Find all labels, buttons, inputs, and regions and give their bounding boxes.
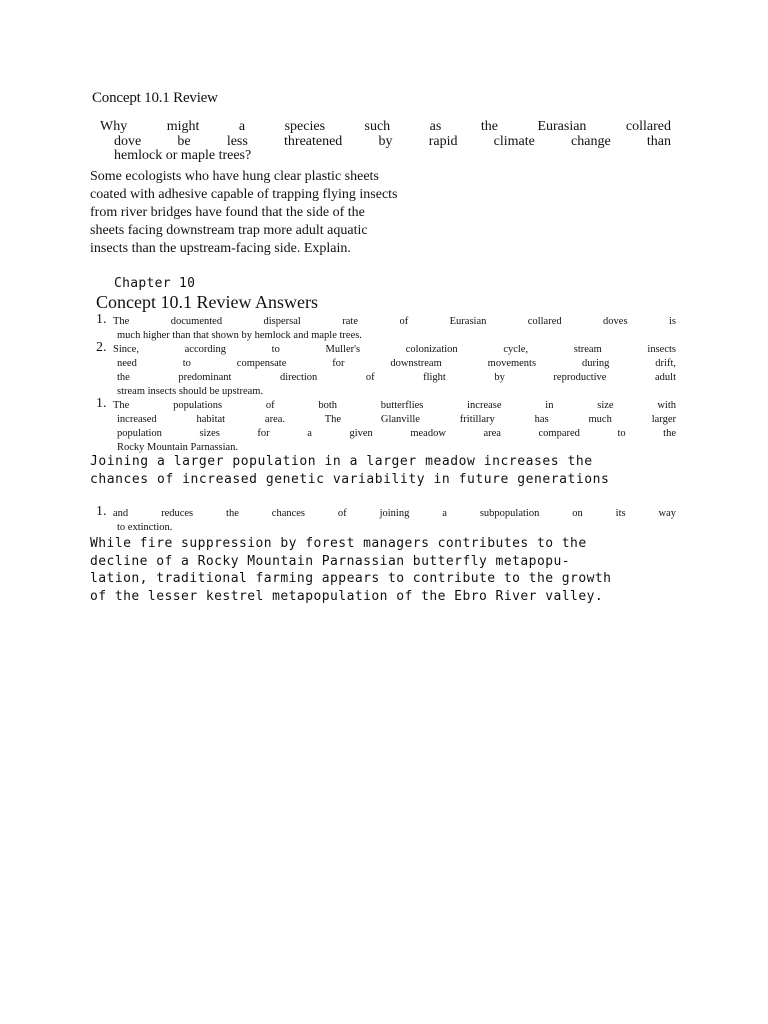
question-2-line: insects than the upstream-facing side. Explain.	[90, 241, 351, 256]
answer-number: 2.	[96, 340, 107, 355]
answer-number: 1.	[96, 396, 107, 411]
answer-line: Since, according to Muller's colonization cycle, stream insects	[113, 344, 676, 355]
answer-line: and reduces the chances of joining a subpopulation on its way	[113, 508, 676, 519]
review-question-2	[90, 168, 430, 258]
paragraph-line: Joining a larger population in a larger meadow increases the	[90, 454, 593, 469]
review-question-1	[100, 120, 671, 164]
answer-line: population sizes for a given meadow area compared to the	[117, 428, 676, 439]
answer-line: Rocky Mountain Parnassian.	[117, 442, 239, 453]
question-1-line: hemlock or maple trees?	[114, 148, 252, 163]
answers-title: Concept 10.1 Review Answers	[96, 292, 318, 312]
answer-line: stream insects should be upstream.	[117, 386, 264, 397]
paragraph-line: chances of increased genetic variability in future generations	[90, 471, 610, 487]
review-title: Concept 10.1 Review	[92, 90, 218, 106]
answer-line: much higher than that shown by hemlock and maple trees.	[117, 330, 362, 341]
answer-line: need to compensate for downstream movements during drift,	[117, 358, 676, 369]
answer-line: increased habitat area. The Glanville fritillary has much larger	[117, 414, 676, 425]
answer-line: to extinction.	[117, 522, 173, 533]
answer-line: The documented dispersal rate of Eurasian collared doves is	[113, 316, 676, 327]
answer-number: 1.	[96, 504, 107, 519]
question-2-line: Some ecologists who have hung clear plastic sheets	[90, 169, 379, 184]
answer-item	[96, 312, 676, 343]
paragraph-line: lation, traditional farming appears to contribute to the growth	[90, 571, 612, 586]
answer-item	[96, 396, 676, 455]
paragraph-line: While fire suppression by forest managers contributes to the	[90, 536, 587, 551]
answer-line: the predominant direction of flight by reproductive adult	[117, 372, 676, 383]
question-1-line: Why might a species such as the Eurasian collared	[100, 119, 671, 134]
answer-line: The populations of both butterflies increase in size with	[113, 400, 676, 411]
question-2-line: from river bridges have found that the side of the	[90, 205, 365, 220]
question-2-line: coated with adhesive capable of trapping flying insects	[90, 187, 398, 202]
answer-item	[96, 340, 676, 399]
paragraph-line: decline of a Rocky Mountain Parnassian butterfly metapopu-	[90, 553, 571, 569]
paragraph-line: of the lesser kestrel metapopulation of the Ebro River valley.	[90, 588, 604, 604]
answer-paragraph	[90, 535, 670, 605]
chapter-label: Chapter 10	[114, 276, 196, 291]
answer-paragraph	[90, 453, 660, 488]
answer-number: 1.	[96, 312, 107, 327]
question-1-line: dove be less threatened by rapid climate change than	[114, 133, 671, 149]
question-2-line: sheets facing downstream trap more adult aquatic	[90, 223, 368, 238]
answer-item	[96, 504, 676, 535]
